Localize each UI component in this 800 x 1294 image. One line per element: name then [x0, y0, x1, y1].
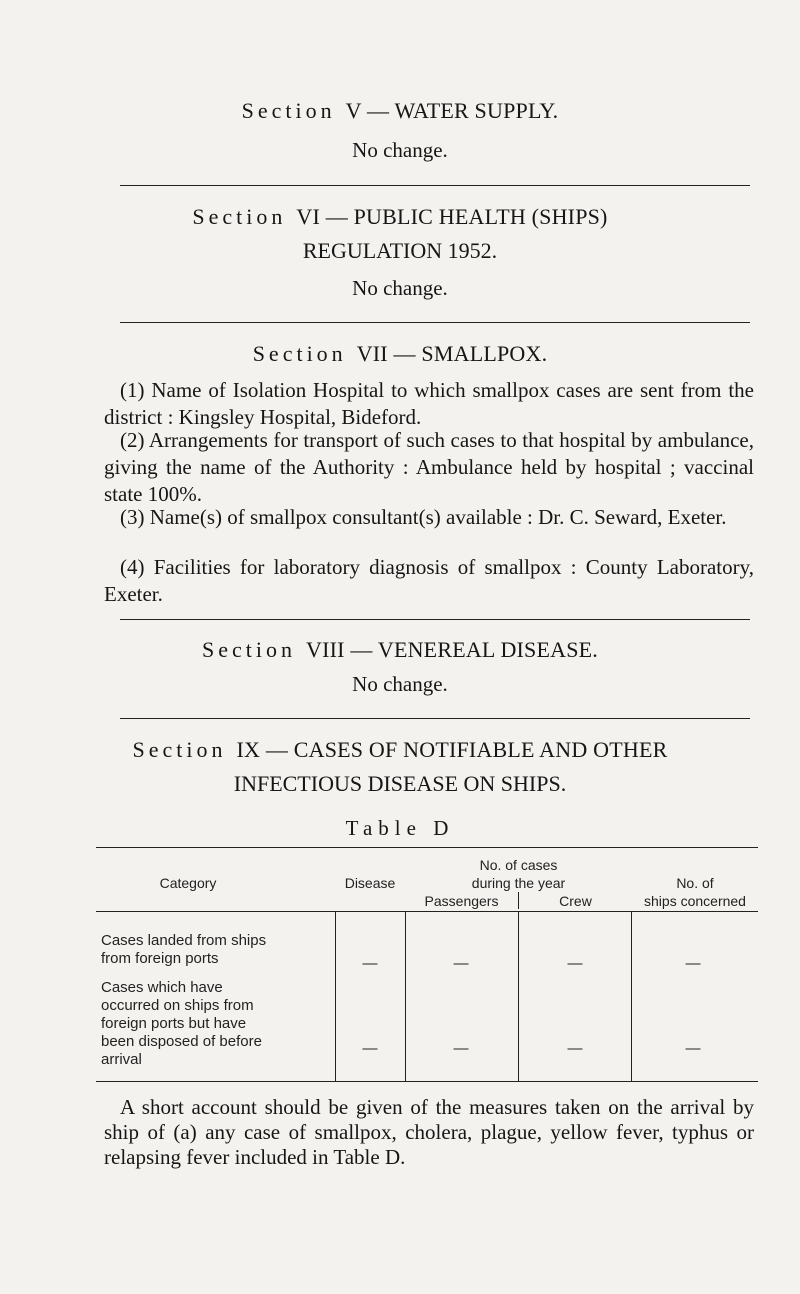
row2-ships: — — [685, 1040, 701, 1057]
row2-category-line5: arrival — [101, 1051, 142, 1068]
header-ships-line2: ships concerned — [644, 893, 746, 909]
section-ix-heading — [0, 737, 800, 763]
row1-category-line2: from foreign ports — [101, 950, 219, 967]
header-split-line — [518, 892, 519, 909]
section-vii-heading — [0, 341, 800, 367]
col-line — [631, 911, 632, 1082]
row2-category-line3: foreign ports but have — [101, 1015, 247, 1032]
header-cases-line1: No. of cases — [479, 857, 558, 873]
row1-crew: — — [567, 955, 583, 972]
smallpox-item-3: (3) Name(s) of smallpox consultant(s) available : Dr. C. Seward, Exeter. — [120, 505, 727, 529]
smallpox-item-1: (1) Name of Isolation Hospital to which smallpox cases are sent from the district : Kingsley Hospital, Bideford. — [104, 378, 754, 429]
section-vi-title: VI — PUBLIC HEALTH (SHIPS) — [296, 204, 608, 229]
col-line — [518, 911, 519, 1082]
row1-passengers: — — [453, 955, 469, 972]
section-ix-title-line2: INFECTIOUS DISEASE ON SHIPS. — [233, 771, 567, 796]
header-cases-line2: during the year — [471, 875, 566, 891]
header-passengers: Passengers — [424, 893, 499, 909]
smallpox-item-2: (2) Arrangements for transport of such cases to that hospital by ambulance, giving the name of the Authority : Ambulance held by hospital ; vaccinal state 100%. — [104, 428, 754, 506]
row2-crew: — — [567, 1040, 583, 1057]
row2-category-line2: occurred on ships from — [101, 997, 254, 1014]
section-vi-body: No change. — [352, 276, 448, 300]
divider — [120, 619, 750, 620]
section-vi-heading — [0, 204, 800, 230]
section-vi-title-line2: REGULATION 1952. — [302, 238, 498, 263]
section-viii-title: VIII — VENEREAL DISEASE. — [306, 637, 598, 662]
col-line — [335, 911, 336, 1082]
row2-disease: — — [362, 1040, 378, 1057]
row2-category-line4: been disposed of before — [101, 1033, 262, 1050]
section-ix-label: Section — [132, 737, 227, 762]
smallpox-item-4: (4) Facilities for laboratory diagnosis of smallpox : County Laboratory, Exeter. — [104, 555, 754, 606]
row1-category-line1: Cases landed from ships — [101, 932, 267, 949]
table-bottom-rule — [96, 1081, 758, 1082]
section-vi-label: Section — [192, 204, 287, 229]
table-title: Table D — [345, 816, 455, 840]
section-viii-label: Section — [202, 637, 296, 662]
section-v-heading — [0, 98, 800, 124]
footnote-paragraph: A short account should be given of the measures taken on the arrival by ship of (a) any case of smallpox, cholera, plague, yellow fever, typhus or relapsing fever included in Table D. — [104, 1095, 754, 1169]
section-vii-label: Section — [252, 341, 347, 366]
divider — [120, 185, 750, 186]
table-top-rule — [96, 847, 758, 848]
row2-passengers: — — [453, 1040, 469, 1057]
divider — [120, 718, 750, 719]
header-category: Category — [159, 875, 217, 891]
row1-ships: — — [685, 955, 701, 972]
header-crew: Crew — [559, 893, 592, 909]
divider — [120, 322, 750, 323]
header-ships-line1: No. of — [676, 875, 714, 891]
section-viii-body: No change. — [352, 672, 448, 696]
row1-disease: — — [362, 955, 378, 972]
row2-category-line1: Cases which have — [101, 979, 223, 996]
section-vii-title: VII — SMALLPOX. — [356, 341, 548, 366]
header-disease: Disease — [344, 875, 396, 891]
section-v-body: No change. — [352, 138, 448, 162]
section-v-title: V — WATER SUPPLY. — [345, 98, 559, 123]
section-v-label: Section — [241, 98, 336, 123]
section-viii-heading — [0, 637, 800, 663]
col-line — [405, 911, 406, 1082]
table-header-rule — [96, 911, 758, 912]
section-ix-title: IX — CASES OF NOTIFIABLE AND OTHER — [236, 737, 668, 762]
